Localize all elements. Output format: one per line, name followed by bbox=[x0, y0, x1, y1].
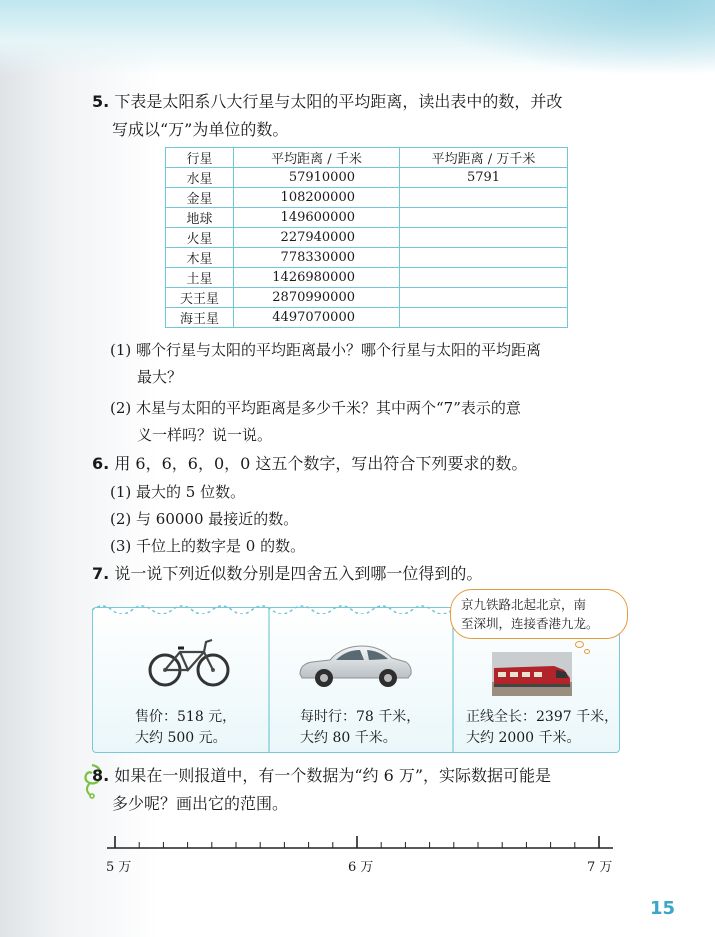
railway-speech-bubble bbox=[450, 589, 628, 639]
planet-cell: 水星 bbox=[166, 168, 234, 188]
car-caption-line1: 每时行：78 千米， bbox=[300, 709, 421, 725]
question-8-text: 如果在一则报道中，有一个数据为“约 6 万”，实际数据可能是 bbox=[114, 766, 552, 785]
planet-cell: 木星 bbox=[166, 248, 234, 268]
question-5-line2: 写成以“万”为单位的数。 bbox=[112, 120, 289, 139]
question-5-sub2-line1: (2) 木星与太阳的平均距离是多少千米？其中两个“7”表示的意 bbox=[110, 399, 521, 417]
distance-wan-cell bbox=[400, 228, 568, 248]
planet-cell: 土星 bbox=[166, 268, 234, 288]
table-row bbox=[166, 168, 568, 188]
distance-km-cell: 1426980000 bbox=[234, 268, 400, 288]
distance-km-cell: 778330000 bbox=[234, 248, 400, 268]
distance-wan-cell bbox=[400, 308, 568, 328]
question-5-sub1-line2: 最大？ bbox=[137, 368, 183, 386]
question-7-line bbox=[92, 563, 482, 585]
question-5-line1 bbox=[92, 91, 562, 113]
header-distance-wan: 平均距离 / 万千米 bbox=[400, 148, 568, 168]
distance-wan-cell: 5791 bbox=[400, 168, 568, 188]
table-row bbox=[166, 188, 568, 208]
distance-wan-cell bbox=[400, 288, 568, 308]
question-6-sub2: (2) 与 60000 最接近的数。 bbox=[110, 510, 299, 528]
planet-cell: 火星 bbox=[166, 228, 234, 248]
panel-divider-1 bbox=[268, 607, 270, 753]
bubble-line1: 京九铁路北起北京，南 bbox=[461, 597, 587, 612]
table-row bbox=[166, 268, 568, 288]
number-line-ticks bbox=[115, 836, 599, 848]
question-6-sub3: (3) 千位上的数字是 0 的数。 bbox=[110, 537, 306, 555]
distance-wan-cell bbox=[400, 188, 568, 208]
number-line-label-start: 5 万 bbox=[106, 860, 132, 875]
question-5-text: 下表是太阳系八大行星与太阳的平均距离，读出表中的数，并改 bbox=[114, 92, 563, 111]
header-planet: 行星 bbox=[166, 148, 234, 168]
bike-caption-line1: 售价：518 元， bbox=[135, 709, 237, 725]
question-8-line1 bbox=[92, 765, 551, 787]
question-6-sub1: (1) 最大的 5 位数。 bbox=[110, 483, 246, 501]
page-number: 15 bbox=[650, 898, 676, 919]
distance-km-cell: 4497070000 bbox=[234, 308, 400, 328]
question-5-sub1-line1: (1) 哪个行星与太阳的平均距离最小？哪个行星与太阳的平均距离 bbox=[110, 341, 542, 359]
train-caption-line2: 大约 2000 千米。 bbox=[466, 730, 581, 746]
table-row bbox=[166, 308, 568, 328]
distance-km-cell: 57910000 bbox=[234, 168, 400, 188]
planet-cell: 天王星 bbox=[166, 288, 234, 308]
table-row bbox=[166, 288, 568, 308]
table-row bbox=[166, 248, 568, 268]
train-icon bbox=[492, 652, 572, 696]
question-7-text: 说一说下列近似数分别是四舍五入到哪一位得到的。 bbox=[114, 564, 483, 583]
table-row bbox=[166, 228, 568, 248]
bubble-tail-dot bbox=[575, 641, 584, 648]
bubble-tail-dot bbox=[584, 649, 590, 654]
distance-km-cell: 2870990000 bbox=[234, 288, 400, 308]
number-line-label-end: 7 万 bbox=[587, 860, 613, 875]
question-7-number: 7. bbox=[92, 564, 110, 583]
question-6-line bbox=[92, 453, 527, 475]
question-8-number: 8. bbox=[92, 766, 110, 785]
planet-distance-table bbox=[165, 147, 568, 328]
question-5-number: 5. bbox=[92, 92, 110, 111]
question-6-number: 6. bbox=[92, 454, 110, 473]
question-5-sub2-line2: 义一样吗？说一说。 bbox=[137, 426, 273, 444]
car-caption-line2: 大约 80 千米。 bbox=[300, 730, 397, 746]
distance-wan-cell bbox=[400, 208, 568, 228]
question-6-text: 用 6，6，6，0，0 这五个数字，写出符合下列要求的数。 bbox=[114, 454, 528, 473]
planet-cell: 地球 bbox=[166, 208, 234, 228]
distance-km-cell: 227940000 bbox=[234, 228, 400, 248]
distance-wan-cell bbox=[400, 248, 568, 268]
car-icon bbox=[296, 640, 414, 690]
distance-km-cell: 149600000 bbox=[234, 208, 400, 228]
number-line-label-mid: 6 万 bbox=[348, 860, 374, 875]
table-row bbox=[166, 208, 568, 228]
distance-km-cell: 108200000 bbox=[234, 188, 400, 208]
planet-cell: 金星 bbox=[166, 188, 234, 208]
header-distance-km: 平均距离 / 千米 bbox=[234, 148, 400, 168]
top-decorative-band bbox=[0, 0, 715, 75]
distance-wan-cell bbox=[400, 268, 568, 288]
train-caption-line1: 正线全长：2397 千米， bbox=[466, 709, 619, 725]
question-8-line2: 多少呢？画出它的范围。 bbox=[112, 794, 289, 813]
bubble-line2: 至深圳，连接香港九龙。 bbox=[461, 616, 599, 631]
bicycle-icon bbox=[148, 636, 230, 688]
planet-cell: 海王星 bbox=[166, 308, 234, 328]
table-header-row bbox=[166, 148, 568, 168]
bike-caption-line2: 大约 500 元。 bbox=[135, 730, 227, 746]
